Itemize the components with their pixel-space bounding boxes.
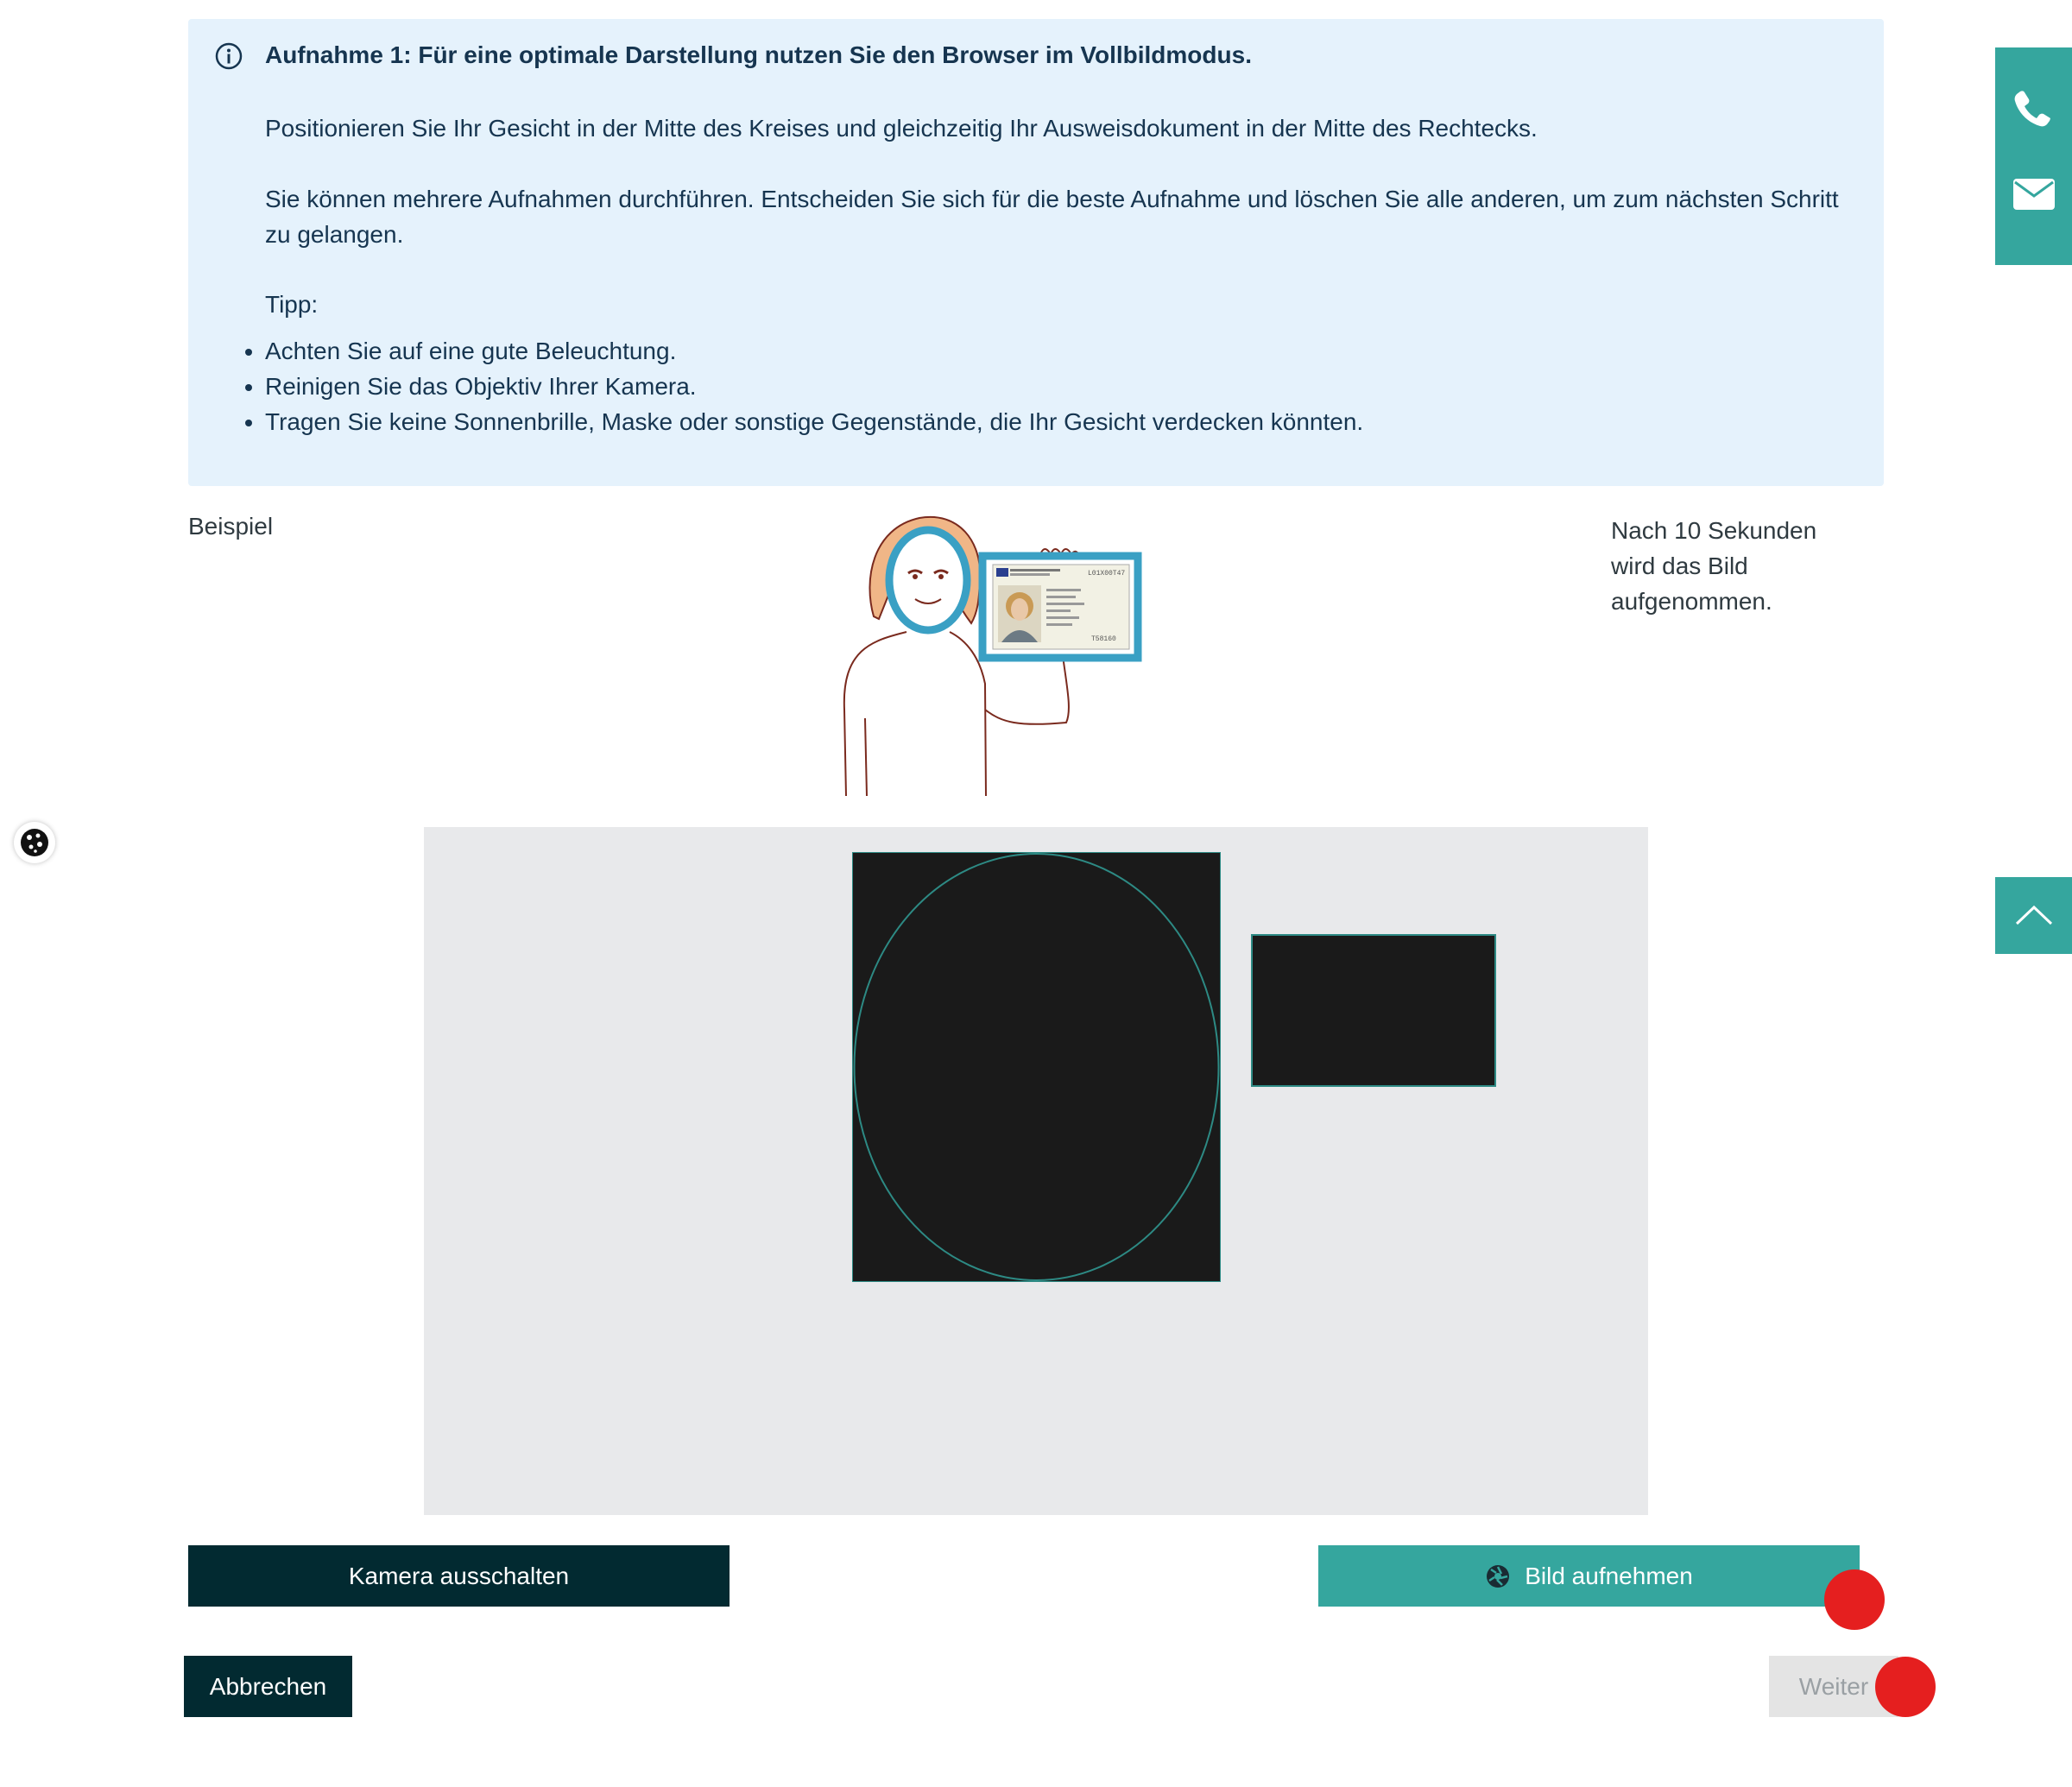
tip-item: • Achten Sie auf eine gute Beleuchtung. — [265, 333, 1363, 369]
tip-list — [243, 333, 1363, 439]
capture-label: Bild aufnehmen — [1525, 1562, 1693, 1589]
card-number: L01X00T47 — [1088, 570, 1126, 578]
scroll-top-button[interactable] — [1995, 877, 2072, 954]
mail-icon[interactable] — [2012, 177, 2056, 212]
face-guide-ellipse — [853, 853, 1220, 1281]
capture-timer-hint: Nach 10 Sekunden wird das Bild aufgenommen. — [1611, 517, 1817, 615]
phone-icon[interactable] — [2012, 89, 2056, 132]
info-circle-icon — [214, 41, 243, 71]
tip-item: • Reinigen Sie das Objektiv Ihrer Kamera. — [265, 369, 1363, 404]
info-title: Aufnahme 1: Für eine optimale Darstellung nutzen Sie den Browser im Vollbildmodus. — [265, 41, 1252, 68]
next-label: Weiter — [1798, 1672, 1869, 1700]
example-label: Beispiel — [188, 513, 274, 540]
info-paragraph-position: Positionieren Sie Ihr Gesicht in der Mitte des Kreises und gleichzeitig Ihr Ausweisdokument in der Mitte des Rechtecks. — [265, 115, 1538, 142]
card-footer: T58160 — [1091, 635, 1116, 643]
cookie-settings-button[interactable] — [14, 822, 55, 863]
camera-shutter-icon — [1485, 1563, 1511, 1589]
camera-off-button[interactable] — [188, 1545, 730, 1607]
tip-item: • Tragen Sie keine Sonnenbrille, Maske oder sonstige Gegenstände, die Ihr Gesicht verdecken könnten. — [265, 404, 1363, 439]
cancel-button[interactable] — [184, 1656, 352, 1717]
tip-label: Tipp: — [265, 291, 319, 318]
cookie-icon — [19, 827, 50, 858]
face-frame — [853, 853, 1220, 1281]
contact-sidebar — [1995, 47, 2072, 265]
chevron-up-icon — [2014, 903, 2054, 927]
capture-image-button[interactable] — [1318, 1545, 1860, 1607]
marker-dot — [1875, 1657, 1936, 1717]
cancel-label: Abbrechen — [209, 1672, 327, 1700]
info-paragraph-multiple: Sie können mehrere Aufnahmen durchführen. Entscheiden Sie sich für die beste Aufnahme und löschen Sie alle anderen, um zum nächsten Schritt zu gelangen. — [265, 186, 1839, 248]
camera-off-label: Kamera ausschalten — [348, 1562, 570, 1589]
example-illustration — [829, 511, 1148, 796]
document-frame — [1251, 934, 1496, 1087]
marker-dot — [1824, 1569, 1885, 1630]
